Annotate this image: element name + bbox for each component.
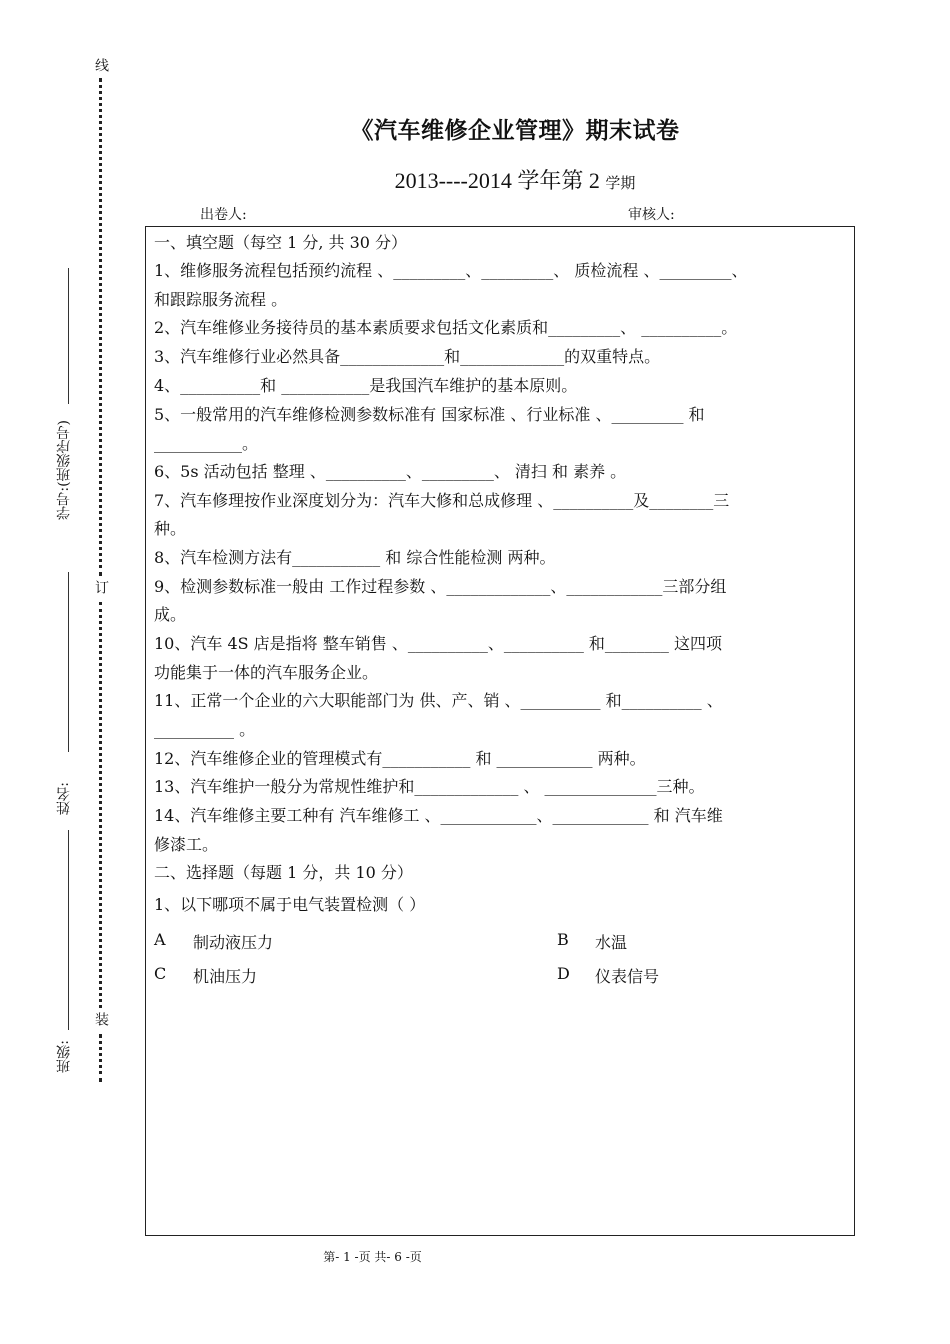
question-line: 1、维修服务流程包括预约流程 、_________、_________、 质检流程 、_________、 (154, 261, 748, 280)
exam-term-label: 学期 (605, 174, 636, 192)
question-line: 14、汽车维修主要工种有 汽车维修工 、____________、____________ 和 汽车维 (154, 806, 723, 825)
option-d-letter: D (557, 964, 570, 983)
name-line (68, 830, 69, 1030)
section2-heading: 二、选择题（每题 1 分，共 10 分） (154, 863, 413, 882)
binding-dotted-line-lower (99, 1034, 102, 1082)
section1-heading: 一、填空题（每空 1 分, 共 30 分） (154, 233, 408, 252)
question-line: 种。 (154, 519, 187, 538)
option-d-text: 仪表信号 (595, 967, 660, 986)
option-c-text: 机油压力 (193, 967, 258, 986)
class-label: 班级: (56, 1040, 72, 1073)
binding-zhuang-label: 装 (93, 1012, 109, 1026)
question-line: 2、汽车维修业务接待员的基本素质要求包括文化素质和_________、 __________。 (154, 318, 738, 337)
question-line: 4、__________和 ___________是我国汽车维护的基本原则。 (154, 376, 578, 395)
question-line: 7、汽车修理按作业深度划分为：汽车大修和总成修理 、__________及________三 (154, 491, 730, 510)
choice-question: 1、以下哪项不属于电气装置检测（ ） (154, 895, 426, 914)
question-line: 5、一般常用的汽车维修检测参数标准有 国家标准 、行业标准 、_________ 和 (154, 405, 705, 424)
exam-term (0, 164, 950, 195)
reviewer-label: 审核人: (628, 207, 675, 223)
question-line: 13、汽车维护一般分为常规性维护和_____________ 、 ______________三种。 (154, 777, 705, 796)
question-line: 8、汽车检测方法有___________ 和 综合性能检测 两种。 (154, 548, 556, 567)
question-line: 和跟踪服务流程 。 (154, 290, 288, 309)
question-line: 11、正常一个企业的六大职能部门为 供、产、销 、__________ 和__________ 、 (154, 691, 723, 710)
question-line: 6、5s 活动包括 整理 、__________、_________、 清扫 和 素养 。 (154, 462, 627, 481)
option-a-letter: A (154, 930, 166, 949)
question-line: 12、汽车维修企业的管理模式有___________ 和 ____________ 两种。 (154, 749, 646, 768)
binding-ding-label: 订 (93, 580, 109, 594)
student-number-line-lower (68, 572, 69, 752)
exam-year: 2013----2014 学年第 2 (394, 168, 600, 193)
question-line: 成。 (154, 605, 187, 624)
option-a-text: 制动液压力 (193, 933, 274, 952)
option-b-letter: B (557, 930, 569, 949)
question-line: __________ 。 (154, 720, 256, 739)
question-line: 10、汽车 4S 店是指将 整车销售 、__________、__________ 和________ 这四项 (154, 634, 723, 653)
option-c-letter: C (154, 964, 167, 983)
binding-xian-label: 线 (93, 58, 109, 72)
question-line: 3、汽车维修行业必然具备_____________和_____________的双重特点。 (154, 347, 661, 366)
name-label: 姓名: (56, 782, 72, 815)
student-number-line (68, 268, 69, 404)
option-b-text: 水温 (595, 933, 628, 952)
exam-title: 《汽车维修企业管理》期末试卷 (350, 117, 680, 144)
binding-dotted-line-middle (99, 602, 102, 1008)
question-line: 9、检测参数标准一般由 工作过程参数 、_____________、____________三部分组 (154, 577, 727, 596)
question-line: ___________。 (154, 434, 259, 453)
question-line: 修漆工。 (154, 835, 219, 854)
student-number-label: 学号:(班级序号) (56, 420, 72, 520)
binding-dotted-line-upper (99, 78, 102, 576)
page-footer: 第- 1 -页 共- 6 -页 (323, 1250, 422, 1264)
author-label: 出卷人: (200, 207, 247, 223)
question-line: 功能集于一体的汽车服务企业。 (154, 663, 379, 682)
